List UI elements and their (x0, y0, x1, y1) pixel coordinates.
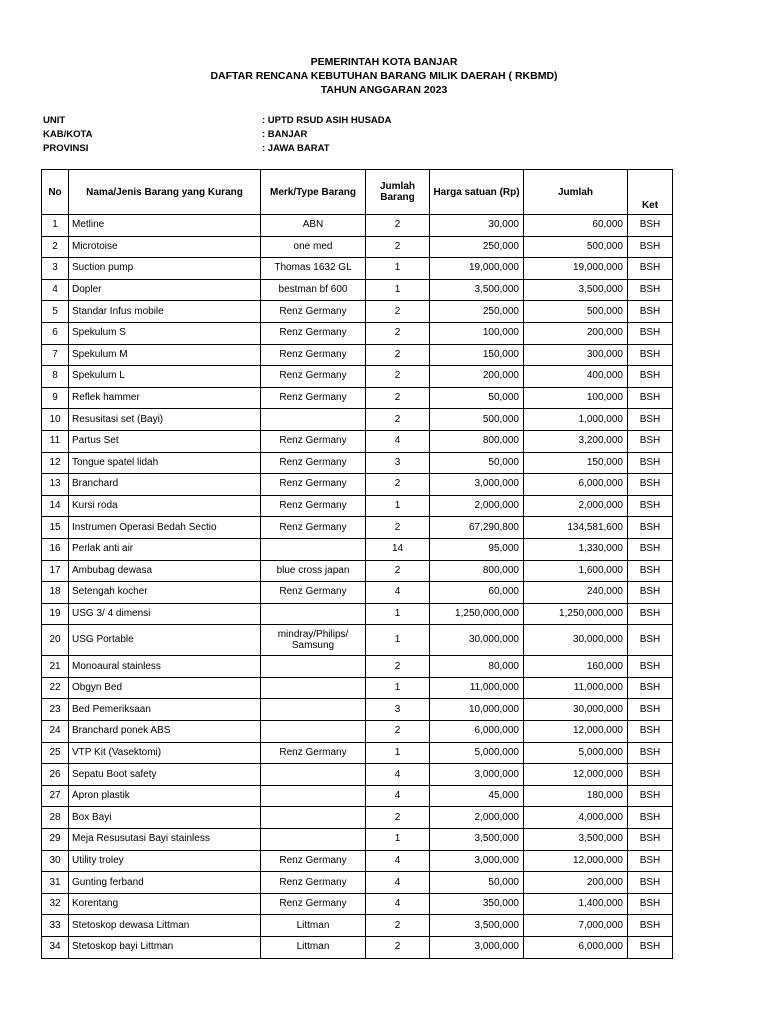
cell-qty: 1 (366, 677, 430, 699)
cell-harga: 30,000,000 (430, 625, 524, 656)
doc-title-line2: DAFTAR RENCANA KEBUTUHAN BARANG MILIK DAERAH ( RKBMD) (210, 70, 558, 82)
cell-no: 27 (42, 785, 69, 807)
table-row (42, 893, 673, 915)
cell-qty: 2 (366, 474, 430, 496)
cell-no: 3 (42, 258, 69, 280)
cell-merk: Renz Germany (261, 474, 366, 496)
cell-jumlah: 3,500,000 (524, 279, 628, 301)
cell-harga: 50,000 (430, 872, 524, 894)
cell-harga: 100,000 (430, 322, 524, 344)
cell-harga: 67,290,800 (430, 517, 524, 539)
table-header-row (42, 170, 673, 215)
cell-qty: 4 (366, 893, 430, 915)
cell-nama: Reflek hammer (69, 387, 261, 409)
meta-label: KAB/KOTA (43, 129, 93, 140)
cell-qty: 2 (366, 322, 430, 344)
cell-ket: BSH (628, 699, 673, 721)
cell-ket: BSH (628, 452, 673, 474)
cell-jumlah: 1,600,000 (524, 560, 628, 582)
cell-nama: Bed Pemeriksaan (69, 699, 261, 721)
cell-no: 24 (42, 721, 69, 743)
cell-ket: BSH (628, 322, 673, 344)
cell-harga: 200,000 (430, 366, 524, 388)
cell-qty: 2 (366, 656, 430, 678)
cell-harga: 3,000,000 (430, 937, 524, 959)
cell-harga: 3,500,000 (430, 829, 524, 851)
cell-ket: BSH (628, 279, 673, 301)
cell-jumlah: 160,000 (524, 656, 628, 678)
table-row (42, 344, 673, 366)
meta-value: : JAWA BARAT (262, 143, 330, 154)
cell-qty: 2 (366, 236, 430, 258)
cell-jumlah: 1,400,000 (524, 893, 628, 915)
cell-ket: BSH (628, 742, 673, 764)
cell-nama: Ambubag dewasa (69, 560, 261, 582)
cell-jumlah: 100,000 (524, 387, 628, 409)
cell-merk (261, 409, 366, 431)
cell-ket: BSH (628, 301, 673, 323)
cell-ket: BSH (628, 409, 673, 431)
table-row (42, 582, 673, 604)
cell-jumlah: 134,581,600 (524, 517, 628, 539)
table-row (42, 236, 673, 258)
cell-nama: Dopler (69, 279, 261, 301)
cell-jumlah: 7,000,000 (524, 915, 628, 937)
cell-harga: 95,000 (430, 538, 524, 560)
cell-qty: 2 (366, 517, 430, 539)
cell-ket: BSH (628, 538, 673, 560)
table-row (42, 656, 673, 678)
cell-qty: 2 (366, 915, 430, 937)
cell-nama: Standar Infus mobile (69, 301, 261, 323)
table-row (42, 742, 673, 764)
cell-merk: Renz Germany (261, 872, 366, 894)
rkbmd-table (41, 169, 673, 959)
col-header-jumlah-barang: Jumlah Barang (366, 170, 430, 215)
cell-harga: 3,500,000 (430, 915, 524, 937)
meta-value: : UPTD RSUD ASIH HUSADA (262, 115, 392, 126)
table-row (42, 829, 673, 851)
cell-ket: BSH (628, 785, 673, 807)
cell-jumlah: 30,000,000 (524, 625, 628, 656)
doc-title-line1: PEMERINTAH KOTA BANJAR (310, 56, 458, 68)
cell-qty: 2 (366, 301, 430, 323)
cell-harga: 11,000,000 (430, 677, 524, 699)
cell-qty: 4 (366, 785, 430, 807)
cell-nama: Meja Resusutasi Bayi stainless (69, 829, 261, 851)
cell-harga: 3,000,000 (430, 850, 524, 872)
cell-merk (261, 785, 366, 807)
cell-merk: Littman (261, 937, 366, 959)
table-row (42, 258, 673, 280)
cell-nama: Partus Set (69, 430, 261, 452)
meta-value: : BANJAR (262, 129, 308, 140)
cell-harga: 2,000,000 (430, 495, 524, 517)
cell-harga: 800,000 (430, 560, 524, 582)
cell-ket: BSH (628, 764, 673, 786)
cell-merk: Renz Germany (261, 452, 366, 474)
cell-qty: 2 (366, 721, 430, 743)
table-row (42, 560, 673, 582)
cell-harga: 50,000 (430, 452, 524, 474)
cell-merk: Renz Germany (261, 366, 366, 388)
cell-no: 34 (42, 937, 69, 959)
cell-qty: 2 (366, 560, 430, 582)
cell-jumlah: 300,000 (524, 344, 628, 366)
cell-harga: 3,000,000 (430, 764, 524, 786)
cell-no: 19 (42, 603, 69, 625)
cell-harga: 5,000,000 (430, 742, 524, 764)
cell-nama: VTP Kit (Vasektomi) (69, 742, 261, 764)
cell-merk (261, 829, 366, 851)
cell-harga: 250,000 (430, 301, 524, 323)
cell-qty: 2 (366, 366, 430, 388)
cell-qty: 1 (366, 258, 430, 280)
cell-qty: 1 (366, 829, 430, 851)
cell-nama: USG 3/ 4 dimensi (69, 603, 261, 625)
cell-ket: BSH (628, 721, 673, 743)
cell-ket: BSH (628, 677, 673, 699)
cell-nama: Sepatu Boot safety (69, 764, 261, 786)
cell-jumlah: 240,000 (524, 582, 628, 604)
cell-nama: Metline (69, 215, 261, 237)
cell-ket: BSH (628, 603, 673, 625)
cell-qty: 1 (366, 495, 430, 517)
cell-ket: BSH (628, 872, 673, 894)
table-row (42, 366, 673, 388)
cell-qty: 2 (366, 807, 430, 829)
cell-jumlah: 500,000 (524, 236, 628, 258)
cell-nama: Microtoise (69, 236, 261, 258)
table-row (42, 474, 673, 496)
table-row (42, 495, 673, 517)
cell-qty: 1 (366, 625, 430, 656)
cell-jumlah: 400,000 (524, 366, 628, 388)
cell-ket: BSH (628, 625, 673, 656)
table-row (42, 409, 673, 431)
cell-ket: BSH (628, 807, 673, 829)
cell-harga: 1,250,000,000 (430, 603, 524, 625)
cell-harga: 3,500,000 (430, 279, 524, 301)
cell-nama: Stetoskop bayi Littman (69, 937, 261, 959)
cell-no: 12 (42, 452, 69, 474)
cell-no: 30 (42, 850, 69, 872)
cell-no: 1 (42, 215, 69, 237)
col-header-jumlah: Jumlah (524, 170, 628, 215)
cell-ket: BSH (628, 495, 673, 517)
cell-ket: BSH (628, 915, 673, 937)
cell-nama: Branchard (69, 474, 261, 496)
doc-title-line3: TAHUN ANGGARAN 2023 (320, 84, 448, 96)
cell-no: 31 (42, 872, 69, 894)
cell-jumlah: 2,000,000 (524, 495, 628, 517)
cell-jumlah: 500,000 (524, 301, 628, 323)
cell-jumlah: 12,000,000 (524, 764, 628, 786)
cell-qty: 4 (366, 850, 430, 872)
cell-nama: Obgyn Bed (69, 677, 261, 699)
cell-merk: blue cross japan (261, 560, 366, 582)
cell-nama: Perlak anti air (69, 538, 261, 560)
cell-jumlah: 19,000,000 (524, 258, 628, 280)
table-row (42, 785, 673, 807)
cell-ket: BSH (628, 387, 673, 409)
table-row (42, 301, 673, 323)
cell-qty: 2 (366, 387, 430, 409)
cell-nama: Suction pump (69, 258, 261, 280)
cell-nama: Tongue spatel lidah (69, 452, 261, 474)
cell-ket: BSH (628, 582, 673, 604)
cell-qty: 2 (366, 344, 430, 366)
table-row (42, 721, 673, 743)
cell-harga: 800,000 (430, 430, 524, 452)
cell-qty: 4 (366, 872, 430, 894)
cell-harga: 350,000 (430, 893, 524, 915)
cell-merk (261, 764, 366, 786)
cell-merk: Renz Germany (261, 742, 366, 764)
cell-qty: 1 (366, 279, 430, 301)
table-row (42, 625, 673, 656)
cell-harga: 500,000 (430, 409, 524, 431)
table-row (42, 764, 673, 786)
cell-jumlah: 6,000,000 (524, 474, 628, 496)
cell-jumlah: 30,000,000 (524, 699, 628, 721)
table-row (42, 279, 673, 301)
cell-jumlah: 12,000,000 (524, 850, 628, 872)
cell-ket: BSH (628, 656, 673, 678)
cell-qty: 1 (366, 603, 430, 625)
cell-merk: mindray/Philips/ Samsung (261, 625, 366, 656)
cell-ket: BSH (628, 236, 673, 258)
cell-no: 21 (42, 656, 69, 678)
cell-nama: Spekulum L (69, 366, 261, 388)
col-header-merk: Merk/Type Barang (261, 170, 366, 215)
table-row (42, 872, 673, 894)
cell-harga: 150,000 (430, 344, 524, 366)
cell-merk: Renz Germany (261, 430, 366, 452)
cell-ket: BSH (628, 430, 673, 452)
table-row (42, 387, 673, 409)
cell-nama: Gunting ferband (69, 872, 261, 894)
cell-harga: 60,000 (430, 582, 524, 604)
cell-no: 28 (42, 807, 69, 829)
cell-merk (261, 538, 366, 560)
cell-harga: 2,000,000 (430, 807, 524, 829)
cell-qty: 1 (366, 742, 430, 764)
cell-ket: BSH (628, 474, 673, 496)
cell-nama: Utility troley (69, 850, 261, 872)
table-row (42, 215, 673, 237)
cell-jumlah: 11,000,000 (524, 677, 628, 699)
cell-jumlah: 200,000 (524, 872, 628, 894)
cell-merk: Renz Germany (261, 495, 366, 517)
cell-jumlah: 6,000,000 (524, 937, 628, 959)
meta-label: UNIT (43, 115, 66, 126)
cell-jumlah: 1,250,000,000 (524, 603, 628, 625)
cell-merk: Renz Germany (261, 850, 366, 872)
cell-harga: 45,000 (430, 785, 524, 807)
table-row (42, 915, 673, 937)
cell-ket: BSH (628, 850, 673, 872)
cell-harga: 3,000,000 (430, 474, 524, 496)
cell-merk: Renz Germany (261, 344, 366, 366)
cell-no: 16 (42, 538, 69, 560)
cell-jumlah: 150,000 (524, 452, 628, 474)
cell-merk (261, 721, 366, 743)
cell-jumlah: 3,500,000 (524, 829, 628, 851)
cell-no: 14 (42, 495, 69, 517)
cell-jumlah: 1,330,000 (524, 538, 628, 560)
cell-nama: Spekulum M (69, 344, 261, 366)
cell-merk: Renz Germany (261, 517, 366, 539)
cell-no: 20 (42, 625, 69, 656)
table-row (42, 430, 673, 452)
cell-nama: Spekulum S (69, 322, 261, 344)
table-row (42, 452, 673, 474)
cell-nama: Kursi roda (69, 495, 261, 517)
cell-qty: 4 (366, 764, 430, 786)
cell-no: 15 (42, 517, 69, 539)
cell-no: 25 (42, 742, 69, 764)
cell-qty: 14 (366, 538, 430, 560)
cell-merk (261, 699, 366, 721)
cell-no: 22 (42, 677, 69, 699)
cell-merk (261, 656, 366, 678)
cell-no: 2 (42, 236, 69, 258)
cell-merk: Renz Germany (261, 582, 366, 604)
cell-no: 4 (42, 279, 69, 301)
cell-harga: 6,000,000 (430, 721, 524, 743)
cell-nama: Monoaural stainless (69, 656, 261, 678)
cell-no: 33 (42, 915, 69, 937)
cell-harga: 50,000 (430, 387, 524, 409)
cell-harga: 19,000,000 (430, 258, 524, 280)
cell-no: 7 (42, 344, 69, 366)
cell-nama: Stetoskop dewasa Littman (69, 915, 261, 937)
cell-merk: Renz Germany (261, 301, 366, 323)
cell-ket: BSH (628, 560, 673, 582)
cell-ket: BSH (628, 937, 673, 959)
cell-nama: Branchard ponek ABS (69, 721, 261, 743)
cell-nama: Resusitasi set (Bayi) (69, 409, 261, 431)
cell-ket: BSH (628, 366, 673, 388)
cell-merk: Renz Germany (261, 322, 366, 344)
cell-ket: BSH (628, 258, 673, 280)
cell-ket: BSH (628, 829, 673, 851)
cell-jumlah: 60,000 (524, 215, 628, 237)
table-row (42, 699, 673, 721)
cell-ket: BSH (628, 517, 673, 539)
cell-qty: 2 (366, 215, 430, 237)
cell-nama: Box Bayi (69, 807, 261, 829)
cell-nama: USG Portable (69, 625, 261, 656)
cell-no: 13 (42, 474, 69, 496)
cell-merk: bestman bf 600 (261, 279, 366, 301)
cell-jumlah: 5,000,000 (524, 742, 628, 764)
cell-no: 26 (42, 764, 69, 786)
col-header-harga: Harga satuan (Rp) (430, 170, 524, 215)
col-header-ket: Ket (628, 170, 673, 215)
cell-no: 17 (42, 560, 69, 582)
cell-jumlah: 1,000,000 (524, 409, 628, 431)
cell-jumlah: 12,000,000 (524, 721, 628, 743)
cell-merk (261, 807, 366, 829)
col-header-nama: Nama/Jenis Barang yang Kurang (69, 170, 261, 215)
cell-merk: Renz Germany (261, 893, 366, 915)
cell-no: 18 (42, 582, 69, 604)
cell-no: 5 (42, 301, 69, 323)
cell-qty: 3 (366, 452, 430, 474)
table-row (42, 603, 673, 625)
cell-nama: Setengah kocher (69, 582, 261, 604)
cell-harga: 30,000 (430, 215, 524, 237)
cell-no: 29 (42, 829, 69, 851)
table-row (42, 322, 673, 344)
cell-jumlah: 3,200,000 (524, 430, 628, 452)
cell-no: 32 (42, 893, 69, 915)
cell-merk (261, 603, 366, 625)
cell-qty: 4 (366, 582, 430, 604)
cell-ket: BSH (628, 344, 673, 366)
cell-ket: BSH (628, 893, 673, 915)
cell-no: 10 (42, 409, 69, 431)
cell-qty: 2 (366, 937, 430, 959)
cell-jumlah: 200,000 (524, 322, 628, 344)
cell-qty: 2 (366, 409, 430, 431)
cell-qty: 4 (366, 430, 430, 452)
cell-merk (261, 677, 366, 699)
cell-merk: Thomas 1632 GL (261, 258, 366, 280)
cell-no: 8 (42, 366, 69, 388)
cell-qty: 3 (366, 699, 430, 721)
cell-nama: Apron plastik (69, 785, 261, 807)
cell-merk: ABN (261, 215, 366, 237)
cell-no: 11 (42, 430, 69, 452)
cell-harga: 80,000 (430, 656, 524, 678)
cell-nama: Instrumen Operasi Bedah Sectio (69, 517, 261, 539)
cell-harga: 250,000 (430, 236, 524, 258)
cell-merk: Renz Germany (261, 387, 366, 409)
cell-jumlah: 4,000,000 (524, 807, 628, 829)
table-row (42, 677, 673, 699)
col-header-no: No (42, 170, 69, 215)
cell-harga: 10,000,000 (430, 699, 524, 721)
cell-ket: BSH (628, 215, 673, 237)
table-row (42, 517, 673, 539)
cell-no: 23 (42, 699, 69, 721)
cell-no: 6 (42, 322, 69, 344)
cell-merk: one med (261, 236, 366, 258)
table-row (42, 807, 673, 829)
table-row (42, 850, 673, 872)
cell-jumlah: 180,000 (524, 785, 628, 807)
cell-no: 9 (42, 387, 69, 409)
table-row (42, 538, 673, 560)
cell-merk: Littman (261, 915, 366, 937)
cell-nama: Korentang (69, 893, 261, 915)
meta-label: PROVINSI (43, 143, 89, 154)
table-row (42, 937, 673, 959)
